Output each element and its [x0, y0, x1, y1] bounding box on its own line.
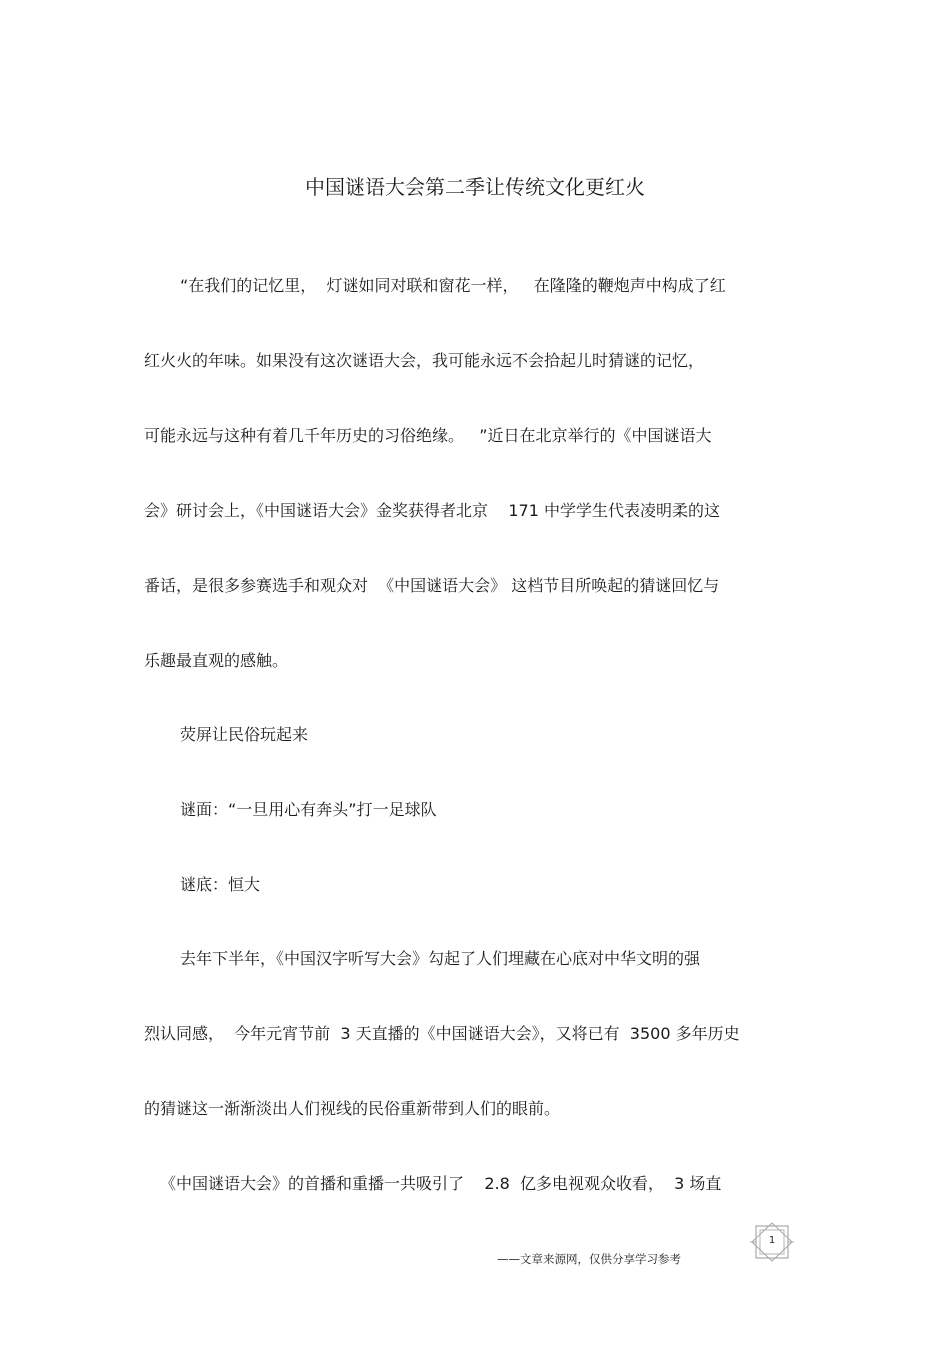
riddle-question: 谜面：“一旦用心有奔头”打一足球队	[180, 800, 437, 819]
paragraph-line: 可能永远与这种有着几千年历史的习俗绝缘。 ”近日在北京举行的《中国谜语大	[144, 426, 712, 445]
paragraph-line: 《中国谜语大会》的首播和重播一共吸引了 2.8 亿多电视观众收看， 3 场直	[160, 1174, 722, 1193]
paragraph-line: 乐趣最直观的感触。	[144, 651, 289, 670]
paragraph-line: 红火火的年味。如果没有这次谜语大会，我可能永远不会拾起儿时猜谜的记忆，	[144, 351, 705, 370]
document-title: 中国谜语大会第二季让传统文化更红火	[305, 175, 645, 199]
page-number-badge	[748, 1222, 796, 1262]
paragraph-line: 会》研讨会上，《中国谜语大会》金奖获得者北京 171 中学学生代表凌明柔的这	[144, 501, 720, 520]
paragraph-line: 去年下半年，《中国汉字听写大会》勾起了人们埋藏在心底对中华文明的强	[180, 949, 701, 968]
paragraph-line: 番话，是很多参赛选手和观众对 《中国谜语大会》 这档节目所唤起的猜谜回忆与	[144, 576, 720, 595]
paragraph-line: 烈认同感， 今年元宵节前 3 天直播的《中国谜语大会》，又将已有 3500 多年历史	[144, 1024, 740, 1043]
paragraph-line: “在我们的记忆里， 灯谜如同对联和窗花一样， 在隆隆的鞭炮声中构成了红	[180, 276, 726, 295]
section-heading: 荧屏让民俗玩起来	[180, 725, 309, 744]
source-note: ——文章来源网，仅供分享学习参考	[497, 1252, 681, 1266]
paragraph-line: 的猜谜这一渐渐淡出人们视线的民俗重新带到人们的眼前。	[144, 1099, 561, 1118]
page-number: 1	[768, 1235, 776, 1246]
riddle-answer: 谜底：恒大	[180, 875, 261, 894]
